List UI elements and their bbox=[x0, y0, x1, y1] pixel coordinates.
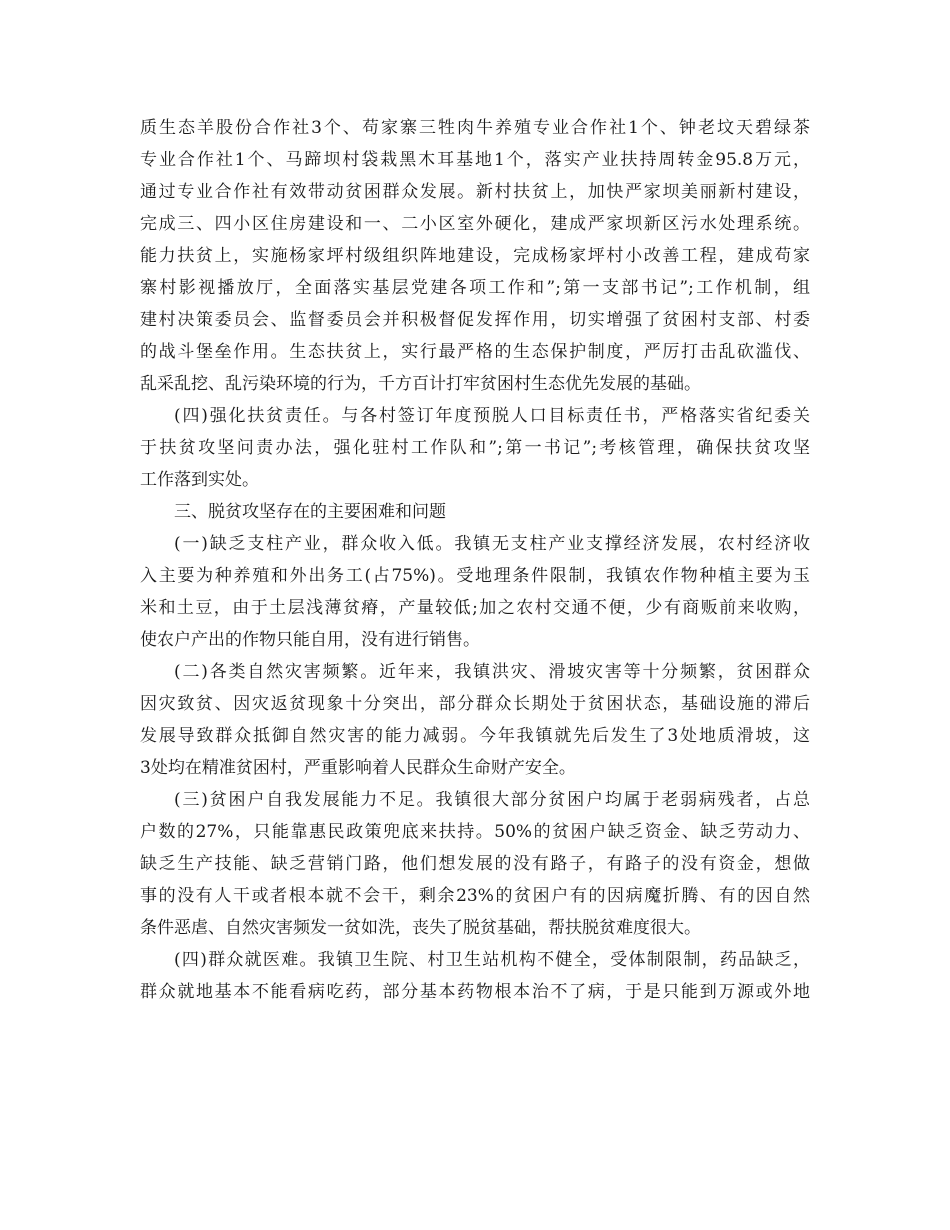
text-line: 3处均在精准贫困村，严重影响着人民群众生命财产安全。 bbox=[140, 758, 576, 778]
document-body bbox=[140, 112, 810, 1008]
text-line: 事的没有人干或者根本就不会干，剩余23%的贫困户有的因病魔折腾、有的因自然 bbox=[140, 886, 810, 906]
text-line: (四)群众就医难。我镇卫生院、村卫生站机构不健全，受体制限制，药品缺乏， bbox=[174, 950, 810, 970]
text-line: 乱采乱挖、乱污染环境的行为，千方百计打牢贫困村生态优先发展的基础。 bbox=[140, 374, 701, 394]
text-line: 发展导致群众抵御自然灾害的能力减弱。今年我镇就先后发生了3处地质滑坡，这 bbox=[140, 726, 810, 746]
text-line: 群众就地基本不能看病吃药，部分基本药物根本治不了病，于是只能到万源或外地 bbox=[140, 982, 810, 1002]
text-line: 质生态羊股份合作社3个、苟家寨三牲肉牛养殖专业合作社1个、钟老坟天碧绿茶 bbox=[140, 118, 810, 138]
text-line: (二)各类自然灾害频繁。近年来，我镇洪灾、滑坡灾害等十分频繁，贫困群众 bbox=[174, 662, 810, 682]
text-line: 工作落到实处。 bbox=[140, 470, 259, 490]
text-line: 通过专业合作社有效带动贫困群众发展。新村扶贫上，加快严家坝美丽新村建设， bbox=[140, 182, 810, 202]
text-line: 入主要为种养殖和外出务工(占75%)。受地理条件限制，我镇农作物种植主要为玉 bbox=[140, 566, 810, 586]
text-line: 完成三、四小区住房建设和一、二小区室外硬化，建成严家坝新区污水处理系统。 bbox=[140, 214, 810, 234]
text-line: 户数的27%，只能靠惠民政策兜底来扶持。50%的贫困户缺乏资金、缺乏劳动力、 bbox=[140, 822, 810, 842]
text-line: (四)强化扶贫责任。与各村签订年度预脱人口目标责任书，严格落实省纪委关 bbox=[174, 406, 810, 426]
text-line: 使农户产出的作物只能自用，没有进行销售。 bbox=[140, 630, 480, 650]
text-line: 建村决策委员会、监督委员会并积极督促发挥作用，切实增强了贫困村支部、村委 bbox=[140, 310, 810, 330]
text-line: (三)贫困户自我发展能力不足。我镇很大部分贫困户均属于老弱病残者，占总 bbox=[174, 790, 810, 810]
text-line: 因灾致贫、因灾返贫现象十分突出，部分群众长期处于贫困状态，基础设施的滞后 bbox=[140, 694, 810, 714]
text-line: 三、脱贫攻坚存在的主要困难和问题 bbox=[174, 502, 446, 522]
text-line: 的战斗堡垒作用。生态扶贫上，实行最严格的生态保护制度，严厉打击乱砍滥伐、 bbox=[140, 342, 810, 362]
text-line: 缺乏生产技能、缺乏营销门路，他们想发展的没有路子，有路子的没有资金，想做 bbox=[140, 854, 810, 874]
text-line: 于扶贫攻坚问责办法，强化驻村工作队和”;第一书记”;考核管理，确保扶贫攻坚 bbox=[140, 438, 810, 458]
text-line: 寨村影视播放厅，全面落实基层党建各项工作和”;第一支部书记”;工作机制，组 bbox=[140, 278, 810, 298]
text-line: 专业合作社1个、马蹄坝村袋栽黑木耳基地1个，落实产业扶持周转金95.8万元， bbox=[140, 150, 810, 170]
text-line: 米和土豆，由于土层浅薄贫瘠，产量较低;加之农村交通不便，少有商贩前来收购， bbox=[140, 598, 810, 618]
text-line: 条件恶虐、自然灾害频发一贫如洗，丧失了脱贫基础，帮扶脱贫难度很大。 bbox=[140, 918, 701, 938]
text-line: (一)缺乏支柱产业，群众收入低。我镇无支柱产业支撑经济发展，农村经济收 bbox=[174, 534, 810, 554]
text-line: 能力扶贫上，实施杨家坪村级组织阵地建设，完成杨家坪村小改善工程，建成苟家 bbox=[140, 246, 810, 266]
